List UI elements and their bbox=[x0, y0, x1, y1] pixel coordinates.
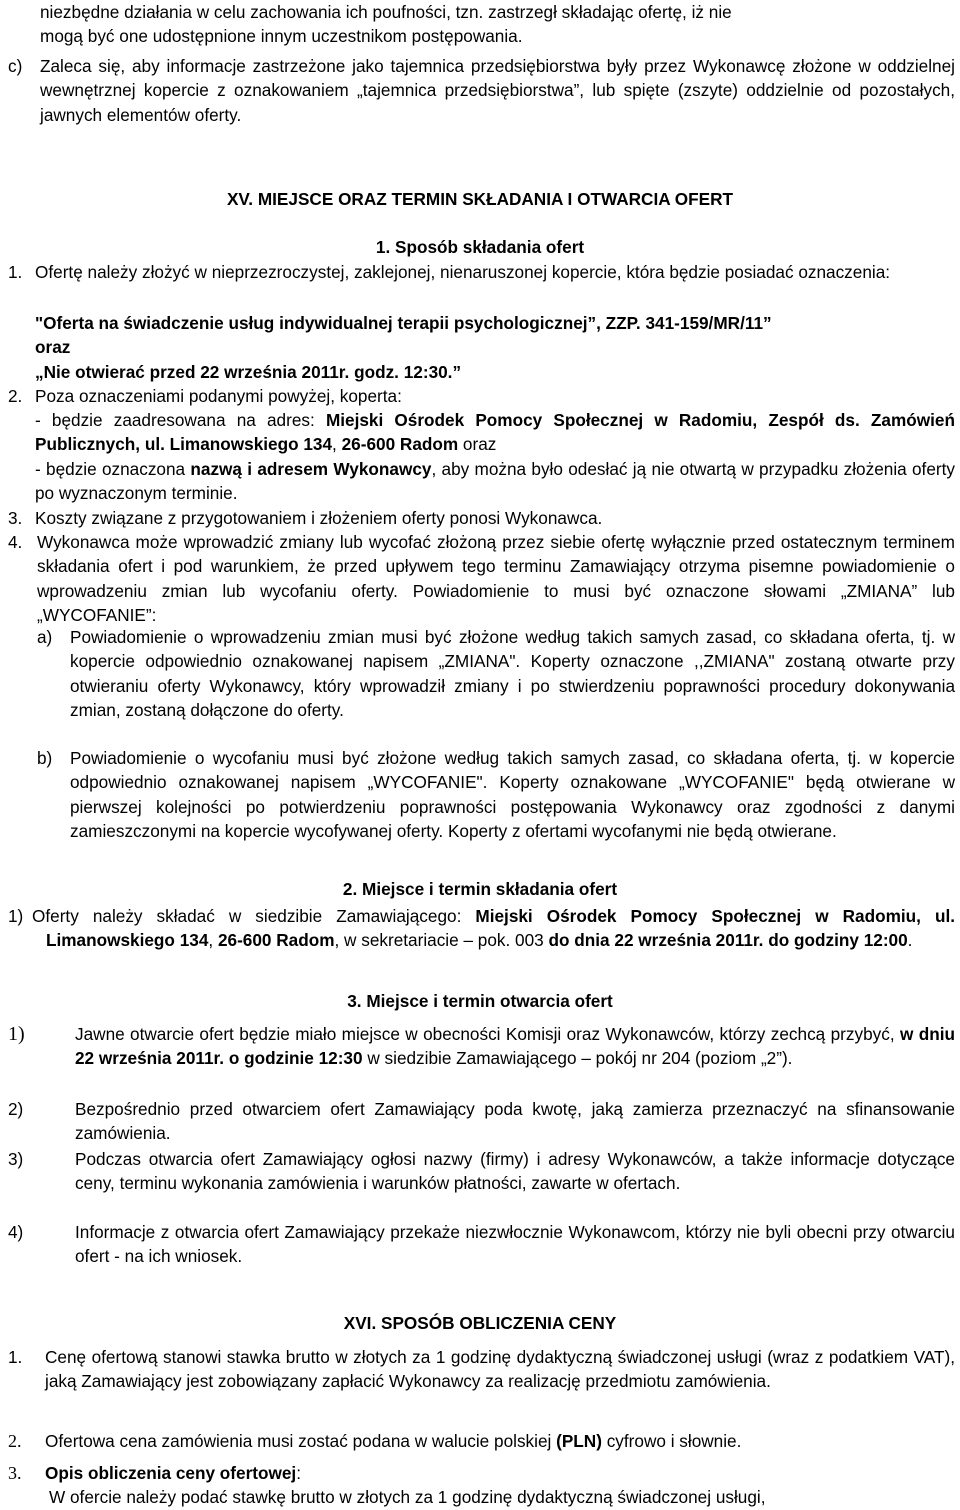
submission-place bbox=[8, 904, 955, 953]
opening-item-1 bbox=[8, 1022, 955, 1071]
envelope-label: "Oferta na świadczenie usług indywidualnej terapii psychologicznej”, ZZP. 341-159/MR/11” bbox=[35, 313, 772, 333]
xv-item-4-text: Wykonawca może wprowadzić zmiany lub wycofać złożoną przez siebie ofertę wyłącznie przed ostatecznym terminem składania ofert i pod warunkiem, że przed upływem tego terminu Zamawiający otrzyma pisemne powiadomienie o wprowadzeniu zmian lub wycofaniu oferty. Powiadomienie to musi być oznaczone słowami „ZMIANA” lub „WYCOFANIE”: bbox=[37, 532, 955, 626]
xv-item-4-b-text: Powiadomienie o wycofaniu musi być złożone według takich samych zasad, co składana oferta, tj. w kopercie odpowiednio oznakowanej napisem „WYCOFANIE". Koperty oznakowane „WYCOFANIE" będą otwierane w pierwszej kolejności po potwierdzeniu poprawności postępowania Wykonawcy oraz zgodności z danymi zamieszczonymi na kopercie wycofywanej oferty. Koperty z ofertami wycofanymi nie będą otwierane. bbox=[70, 748, 955, 842]
opening-item-2-text: Bezpośrednio przed otwarciem ofert Zamawiający poda kwotę, jaką zamierza przeznaczyć na sfinansowanie zamówienia. bbox=[75, 1099, 955, 1144]
submission-place-num: 1) bbox=[8, 906, 24, 926]
price-item-1-num: 1. bbox=[8, 1347, 23, 1367]
item-c bbox=[8, 54, 955, 127]
opening-item-3 bbox=[8, 1147, 955, 1196]
intro-line-2: mogą być one udostępnione innym uczestnikom postępowania. bbox=[40, 26, 523, 46]
xv-item-4 bbox=[8, 530, 955, 628]
subsection-2-title: 2. Miejsce i termin składania ofert bbox=[342, 879, 618, 899]
price-item-3 bbox=[8, 1461, 955, 1485]
submission-place-text: Oferty należy składać w siedzibie Zamawiającego: Miejski Ośrodek Pomocy Społecznej w Radomiu, ul. Limanowskiego 134, 26-600 Radom, w sekretariacie – pok. 003 do dnia 22 września 2011r. do godziny 12:00. bbox=[32, 906, 955, 951]
intro-line-1: niezbędne działania w celu zachowania ich poufności, tzn. zastrzegł składając ofertę, iż nie bbox=[40, 2, 732, 22]
opening-item-1-num: 1) bbox=[8, 1023, 25, 1045]
xv-item-4-a bbox=[37, 625, 955, 723]
xv-item-4-b bbox=[37, 746, 955, 844]
item-c-text: Zaleca się, aby informacje zastrzeżone jako tajemnica przedsiębiorstwa były przez Wykonawcę złożone w oddzielnej wewnętrznej kopercie z oznakowaniem „tajemnica przedsiębiorstwa”, lub spięte (zszyte) oddzielnie od pozostałych, jawnych elementów oferty. bbox=[40, 56, 955, 125]
opening-item-2 bbox=[8, 1097, 955, 1146]
opening-item-4-text: Informacje z otwarcia ofert Zamawiający przekaże niezwłocznie Wykonawcom, którzy nie byli obecni przy otwarciu ofert - na ich wniosek. bbox=[75, 1222, 955, 1267]
xv-item-3-num: 3. bbox=[8, 508, 23, 528]
xv-item-2-marking: - będzie oznaczona nazwą i adresem Wykonawcy, aby można było odesłać ją nie otwartą w przypadku złożenia oferty po wyznaczonym terminie. bbox=[35, 459, 955, 504]
opening-item-1-text: Jawne otwarcie ofert będzie miało miejsce w obecności Komisji oraz Wykonawców, którzy zechcą przybyć, w dniu 22 września 2011r. o godzinie 12:30 w siedzibie Zamawiającego – pokój nr 204 (poziom „2”). bbox=[75, 1024, 955, 1069]
opening-item-3-num: 3) bbox=[8, 1149, 24, 1169]
price-item-3-text: Opis obliczenia ceny ofertowej: bbox=[45, 1463, 301, 1483]
xv-item-4-num: 4. bbox=[8, 532, 23, 552]
subsection-3-title: 3. Miejsce i termin otwarcia ofert bbox=[347, 991, 613, 1011]
price-item-2-num: 2. bbox=[8, 1431, 22, 1451]
section-xv-title: XV. MIEJSCE ORAZ TERMIN SKŁADANIA I OTWARCIA OFERT bbox=[226, 189, 734, 209]
opening-item-4 bbox=[8, 1220, 955, 1269]
xv-item-1 bbox=[8, 260, 955, 284]
opening-item-2-num: 2) bbox=[8, 1099, 24, 1119]
subsection-1-title: 1. Sposób składania ofert bbox=[375, 237, 585, 257]
xv-item-2-address: - będzie zaadresowana na adres: Miejski Ośrodek Pomocy Społecznej w Radomiu, Zespół ds. Zamówień Publicznych, ul. Limanowskiego 134, 26-600 Radom oraz bbox=[35, 410, 955, 455]
price-item-3-num: 3. bbox=[8, 1463, 22, 1483]
xv-item-3-text: Koszty związane z przygotowaniem i złożeniem oferty ponosi Wykonawca. bbox=[35, 508, 603, 528]
opening-item-4-num: 4) bbox=[8, 1222, 24, 1242]
xv-item-4-a-label: a) bbox=[37, 627, 53, 647]
xv-item-1-text: Ofertę należy złożyć w nieprzezroczystej, zaklejonej, nienaruszonej kopercie, która będzie posiadać oznaczenia: bbox=[35, 262, 891, 282]
price-item-1 bbox=[8, 1345, 955, 1394]
price-item-2 bbox=[8, 1429, 955, 1453]
xv-item-2-text: Poza oznaczeniami podanymi powyżej, koperta: bbox=[35, 386, 402, 406]
xv-item-3 bbox=[8, 506, 955, 530]
section-xvi-title: XVI. SPOSÓB OBLICZENIA CENY bbox=[343, 1313, 617, 1333]
price-item-3-line: W ofercie należy podać stawkę brutto w złotych za 1 godzinę dydaktyczną świadczonej usługi, bbox=[49, 1487, 766, 1507]
opening-item-3-text: Podczas otwarcia ofert Zamawiający ogłosi nazwy (firmy) i adresy Wykonawców, a także informacje dotyczące ceny, terminu wykonania zamówienia i warunków płatności, zawarte w ofertach. bbox=[75, 1149, 955, 1194]
item-c-label: c) bbox=[8, 56, 23, 76]
price-item-1-text: Cenę ofertową stanowi stawka brutto w złotych za 1 godzinę dydaktyczną świadczonej usługi (wraz z podatkiem VAT), jaką Zamawiający jest zobowiązany zapłacić Wykonawcy za realizację przedmiotu zamówienia. bbox=[45, 1347, 955, 1392]
price-item-2-text: Ofertowa cena zamówienia musi zostać podana w walucie polskiej (PLN) cyfrowo i słownie. bbox=[45, 1431, 742, 1451]
envelope-date: „Nie otwierać przed 22 września 2011r. godz. 12:30.” bbox=[35, 362, 462, 382]
xv-item-4-b-label: b) bbox=[37, 748, 53, 768]
xv-item-2-num: 2. bbox=[8, 386, 23, 406]
xv-item-1-num: 1. bbox=[8, 262, 23, 282]
xv-item-4-a-text: Powiadomienie o wprowadzeniu zmian musi być złożone według takich samych zasad, co składana oferta, tj. w kopercie odpowiednio oznakowanej napisem „ZMIANA". Koperty oznaczone ,,ZMIANA" zostaną otwarte przy otwieraniu oferty Wykonawcy, który wprowadził zmiany i po stwierdzeniu poprawności procedury dokonywania zmian, zostaną dołączone do oferty. bbox=[70, 627, 955, 721]
envelope-oraz: oraz bbox=[35, 337, 71, 357]
xv-item-2 bbox=[8, 384, 955, 408]
